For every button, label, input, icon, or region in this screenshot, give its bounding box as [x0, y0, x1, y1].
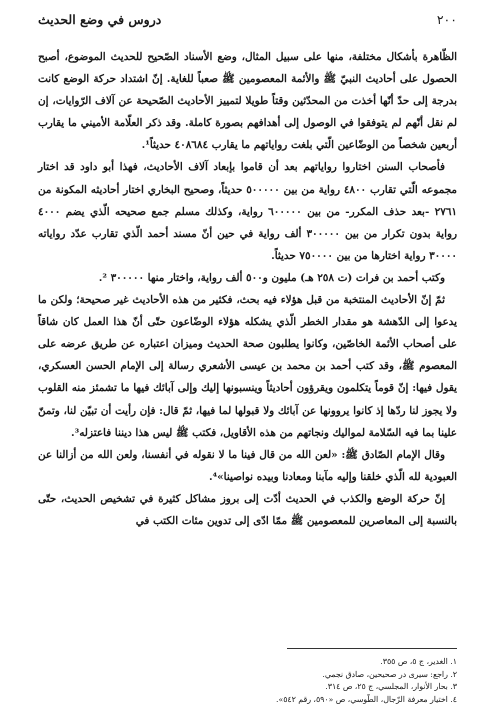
footnote: ١. الغدير، ج ٥، ص ٣٥٥. [38, 656, 457, 669]
page-number: ٢٠٠ [437, 12, 457, 27]
page-header [38, 12, 457, 28]
paragraph: ثمّ إنّ الأحاديث المنتخبة من قبل هؤلاء فيه بحث، فكثير من هذه الأحاديث غير صحيحة؛ ولكن ما يدعوا إلى الدّهشة هو مقدار الخطر الّذي يشكله هؤلاء الوضّاعون حتّى أنّ هذا العمل كان شاقاً على أصحاب الأئمة الخاصّين، وكانوا يطلبون صحة الحديث وميزان اعتباره عن طريق عرضه على المعصوم ﷺ، وقد كتب أحمد بن محمد بن عيسى الأشعري رسالة إلى الإمام الحسن العسكري، يقول فيها: إنّ قوماً يتكلمون ويقرؤون أحاديثاً وينسبونها إليك وإلى آبائك فيها ما تشمئز منه القلوب ولا يجوز لنا ردّها إذ كانوا يروونها عن آبائك ولا قبولها لما فيها، ثمّ قال: فإن رأيت أن تبيّن لنا، وتمنّ علينا بما فيه السّلامة لمواليك ونجاتهم من هذه الأقاويل، فكتب ﷺ ليس هذا ديننا فاعتزله³. [38, 289, 457, 444]
paragraph: وقال الإمام الصّادق ﷺ: «لعن الله من قال فينا ما لا نقوله في أنفسنا، ولعن الله من أزالنا عن العبودية لله الّذي خلقنا وإليه مآبنا ومعادنا وبيده نواصينا»⁴. [38, 444, 457, 488]
paragraph: إنّ حركة الوضع والكذب في الحديث أدّت إلى بروز مشاكل كثيرة في تشخيص الحديث، حتّى بالنسبة إلى المعاصرين للمعصومين ﷺ ممّا ادّى إلى تدوين مئات الكتب في [38, 488, 457, 532]
paragraph: وكتب أحمد بن فرات (ت ٢٥٨ هـ) مليون و٥٠٠ ألف رواية، واختار منها ٣٠٠٠٠٠ ². [38, 267, 457, 289]
main-text [38, 46, 457, 532]
paragraph: فأصحاب السنن اختاروا رواياتهم بعد أن قاموا بإبعاد آلاف الأحاديث، فهذا أبو داود قد اختار مجموعه الّتي تقارب ٤٨٠٠ رواية من بين ٥٠٠٠٠٠ حديثاً، وصحيح البخاري اختار أحاديثه المكونة من ٢٧٦١ -بعد حذف المكرر- من بين ٦٠٠٠٠٠ رواية، وكذلك مسلم جمع صحيحه الّذي يضم ٤٠٠٠ رواية بدون تكرار من بين ٣٠٠٠٠٠ ألف رواية في حين أنّ مسند أحمد الّذي تقارب عدّد رواياته ٣٠٠٠٠ رواية اختارها من بين ٧٥٠٠٠٠ حديثاً. [38, 156, 457, 266]
footnote: ٢. راجع: سيرى در صحيحين، صادق نجمي. [38, 669, 457, 682]
footnote: ٤. اختيار معرفة الرّجال، الطّوسي، ص «٥٩٠، رقم ٥٤٢». [38, 694, 457, 706]
running-title: دروس في وضع الحديث [38, 12, 161, 27]
footnote: ٣. بحار الأنوار، المجلسي، ج ٢٥، ص ٣١٤. [38, 681, 457, 694]
footnotes [38, 656, 457, 706]
paragraph: الظّاهرة بأشكال مختلفة، منها على سبيل المثال، وضع الأسناد الصّحيح للحديث الموضوع، أصبح الحصول على أحاديث النبيّ ﷺ والأئمة المعصومين ﷺ صعباً للغاية. إنّ اشتداد حركة الوضع كانت بدرجة إلى حدّ أنّها أخذت من المحدّثين وقتاً طويلا لتمييز الأحاديث الصّحيحة عن آلاف الرّوايات، إن لم نقل أنّهم لم يتوفقوا في الوصول إلى أهدافهم بصورة كاملة. وقد ذكر العلّامة الأميني ما يقارب أربعين شخصاً من الوضّاعين الّتي بلغت رواياتهم ما يقارب ٤٠٨٦٨٤ حديثاً¹. [38, 46, 457, 156]
footnote-separator [287, 648, 457, 649]
